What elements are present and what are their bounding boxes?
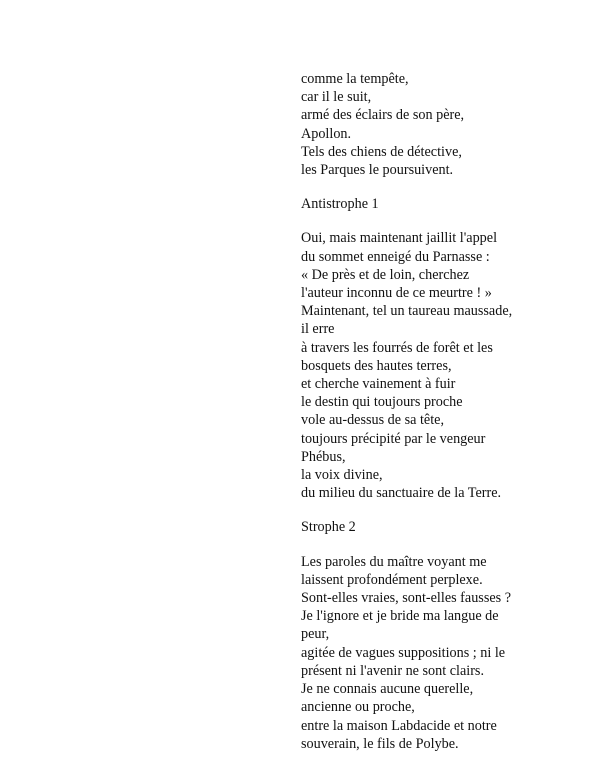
strophe-line: laissent profondément perplexe. [301,571,483,588]
antistrophe-line: « De près et de loin, cherchez [301,266,470,283]
stanza-gap [301,502,591,518]
antistrophe-line: Oui, mais maintenant jaillit l'appel [301,230,498,247]
intro-line: Tels des chiens de détective, [301,143,462,160]
strophe-2-heading: Strophe 2 [301,519,356,536]
antistrophe-line: du milieu du sanctuaire de la Terre. [301,485,502,502]
antistrophe-line: à travers les fourrés de forêt et les [301,339,493,356]
stanza-gap [301,537,591,553]
intro-line: comme la tempête, [301,71,409,87]
antistrophe-1-heading: Antistrophe 1 [301,196,379,213]
antistrophe-1-stanza [301,229,591,502]
poem-text-column [301,70,591,753]
strophe-line: Les paroles du maître voyant me [301,553,487,570]
strophe-line: ancienne ou proche, [301,699,415,716]
strophe-line: souverain, le fils de Polybe. [301,735,459,752]
stanza-gap [301,179,591,195]
strophe-line: Je l'ignore et je bride ma langue de [301,608,499,625]
intro-line: les Parques le poursuivent. [301,162,454,179]
strophe-line: entre la maison Labdacide et notre [301,717,497,734]
antistrophe-line: et cherche vainement à fuir [301,376,456,393]
intro-line: armé des éclairs de son père, [301,107,465,124]
antistrophe-line: la voix divine, [301,467,383,484]
antistrophe-line: l'auteur inconnu de ce meurtre ! » [301,285,492,302]
strophe-line: Sont-elles vraies, sont-elles fausses ? [301,590,511,607]
antistrophe-line: du sommet enneigé du Parnasse : [301,248,490,265]
intro-stanza [301,70,591,179]
antistrophe-line: Maintenant, tel un taureau maussade, [301,303,513,320]
antistrophe-line: toujours précipité par le vengeur [301,430,486,447]
intro-line: car il le suit, [301,89,372,106]
antistrophe-line: le destin qui toujours proche [301,394,463,411]
stanza-gap [301,213,591,229]
strophe-line: agitée de vagues suppositions ; ni le [301,644,506,661]
antistrophe-line: il erre [301,321,335,338]
antistrophe-line: vole au-dessus de sa tête, [301,412,445,429]
antistrophe-line: bosquets des hautes terres, [301,357,452,374]
strophe-line: peur, [301,626,330,643]
antistrophe-line: Phébus, [301,448,346,465]
intro-line: Apollon. [301,125,352,142]
strophe-2-stanza [301,553,591,753]
strophe-line: présent ni l'avenir ne sont clairs. [301,662,484,679]
strophe-line: Je ne connais aucune querelle, [301,681,474,698]
